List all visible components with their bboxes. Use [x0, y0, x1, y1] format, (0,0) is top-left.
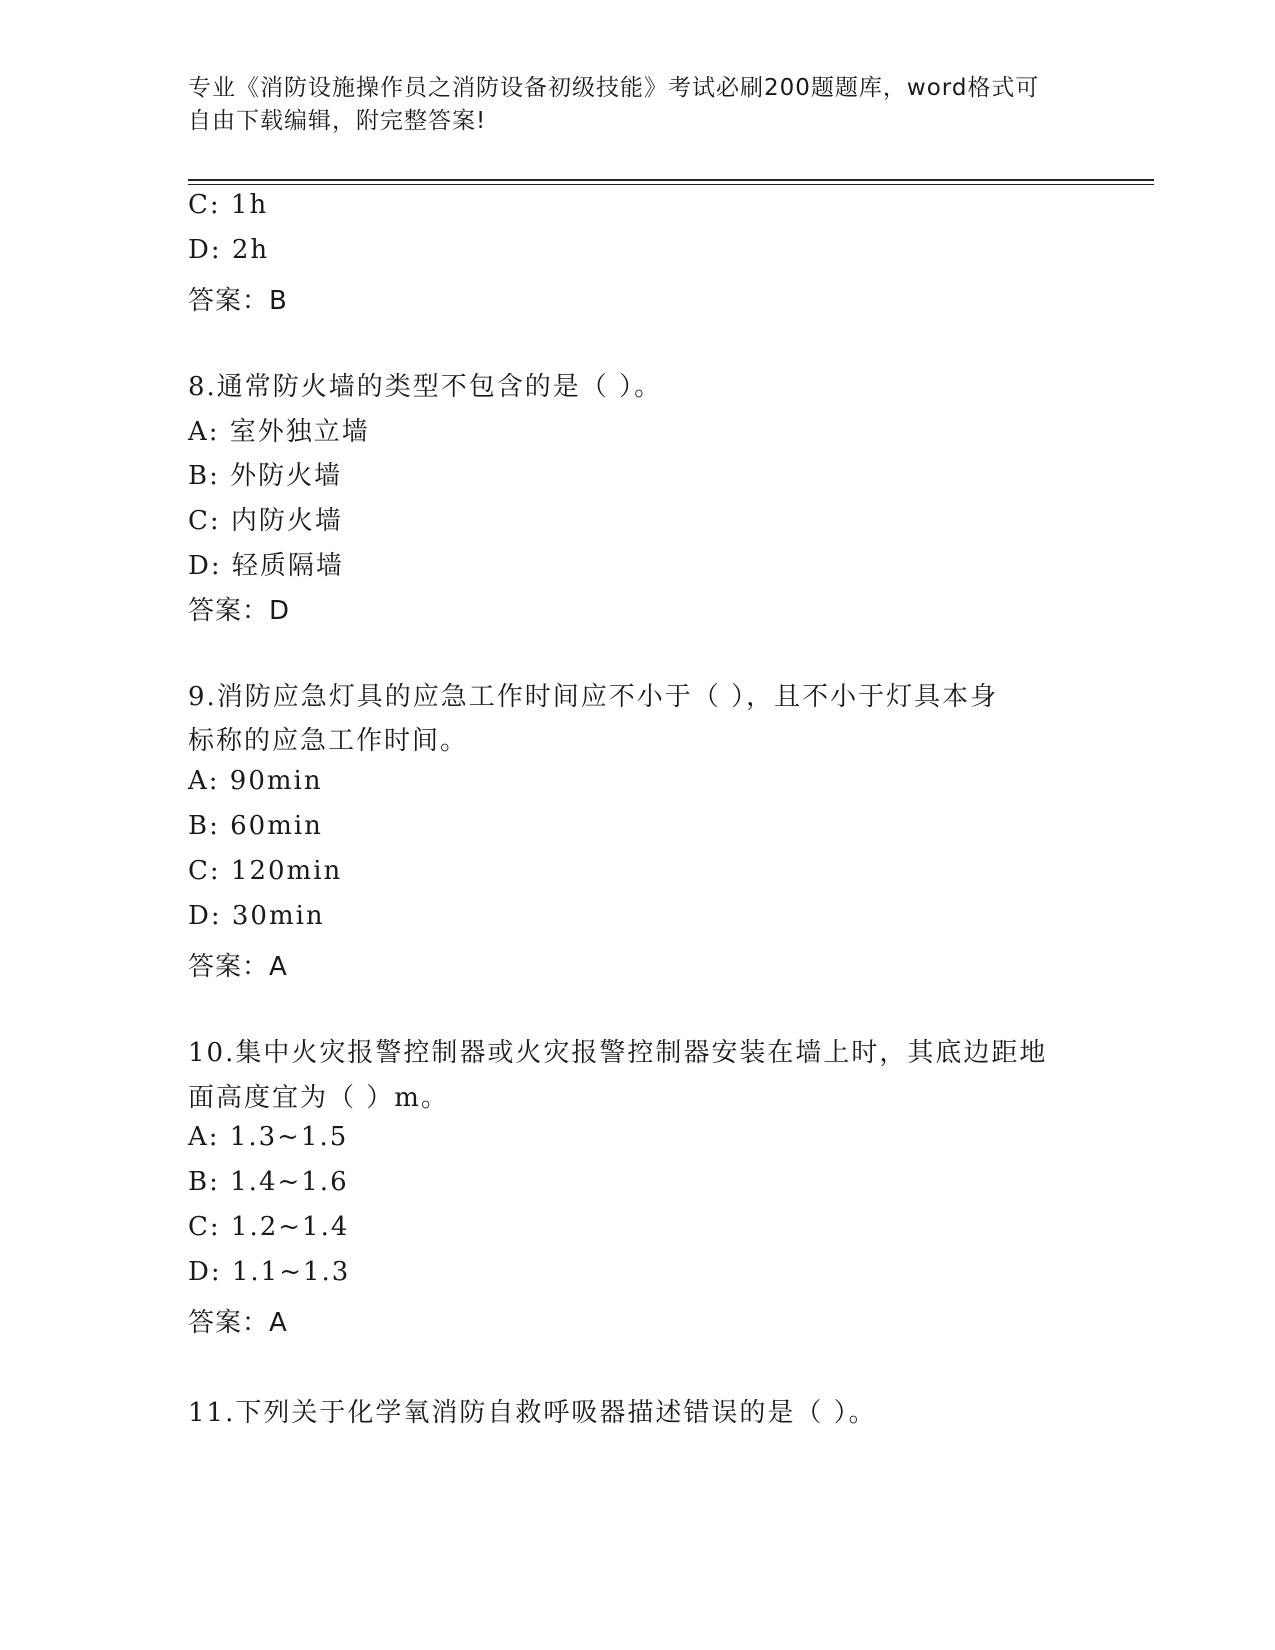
question-stem: 10.集中火灾报警控制器或火灾报警控制器安装在墙上时，其底边距地: [188, 1038, 1048, 1068]
option-a: A: 90min: [188, 766, 323, 796]
option-b: B: 外防火墙: [188, 461, 343, 491]
header-title-line-1: 专业《消防设施操作员之消防设备初级技能》考试必刷200题题库，word格式可: [188, 75, 1040, 101]
option-a: A: 室外独立墙: [188, 417, 370, 447]
option-c: C: 1h: [188, 190, 269, 220]
option-b: B: 60min: [188, 811, 323, 841]
option-d: D: 2h: [188, 235, 270, 265]
answer-line: 答案：A: [188, 952, 288, 982]
page-header: [188, 72, 1078, 138]
option-d: D: 30min: [188, 901, 325, 931]
header-title-line-2: 自由下载编辑，附完整答案!: [188, 108, 487, 134]
question-stem-continued: 面高度宜为（ ）m。: [188, 1083, 449, 1113]
header-divider-thick: [188, 179, 1154, 181]
question-stem: 11.下列关于化学氧消防自救呼吸器描述错误的是（ ）。: [188, 1398, 877, 1428]
header-divider-thin: [188, 184, 1154, 185]
option-c: C: 120min: [188, 856, 343, 886]
option-c: C: 内防火墙: [188, 506, 343, 536]
answer-line: 答案：A: [188, 1308, 288, 1338]
option-d: D: 1.1~1.3: [188, 1257, 351, 1287]
question-stem-continued: 标称的应急工作时间。: [188, 726, 469, 756]
option-d: D: 轻质隔墙: [188, 551, 344, 581]
option-b: B: 1.4~1.6: [188, 1167, 349, 1197]
answer-line: 答案：B: [188, 286, 288, 316]
question-stem: 8.通常防火墙的类型不包含的是（ ）。: [188, 372, 663, 402]
option-c: C: 1.2~1.4: [188, 1212, 350, 1242]
option-a: A: 1.3~1.5: [188, 1122, 349, 1152]
answer-line: 答案：D: [188, 596, 291, 626]
question-stem: 9.消防应急灯具的应急工作时间应不小于（ ），且不小于灯具本身: [188, 682, 999, 712]
